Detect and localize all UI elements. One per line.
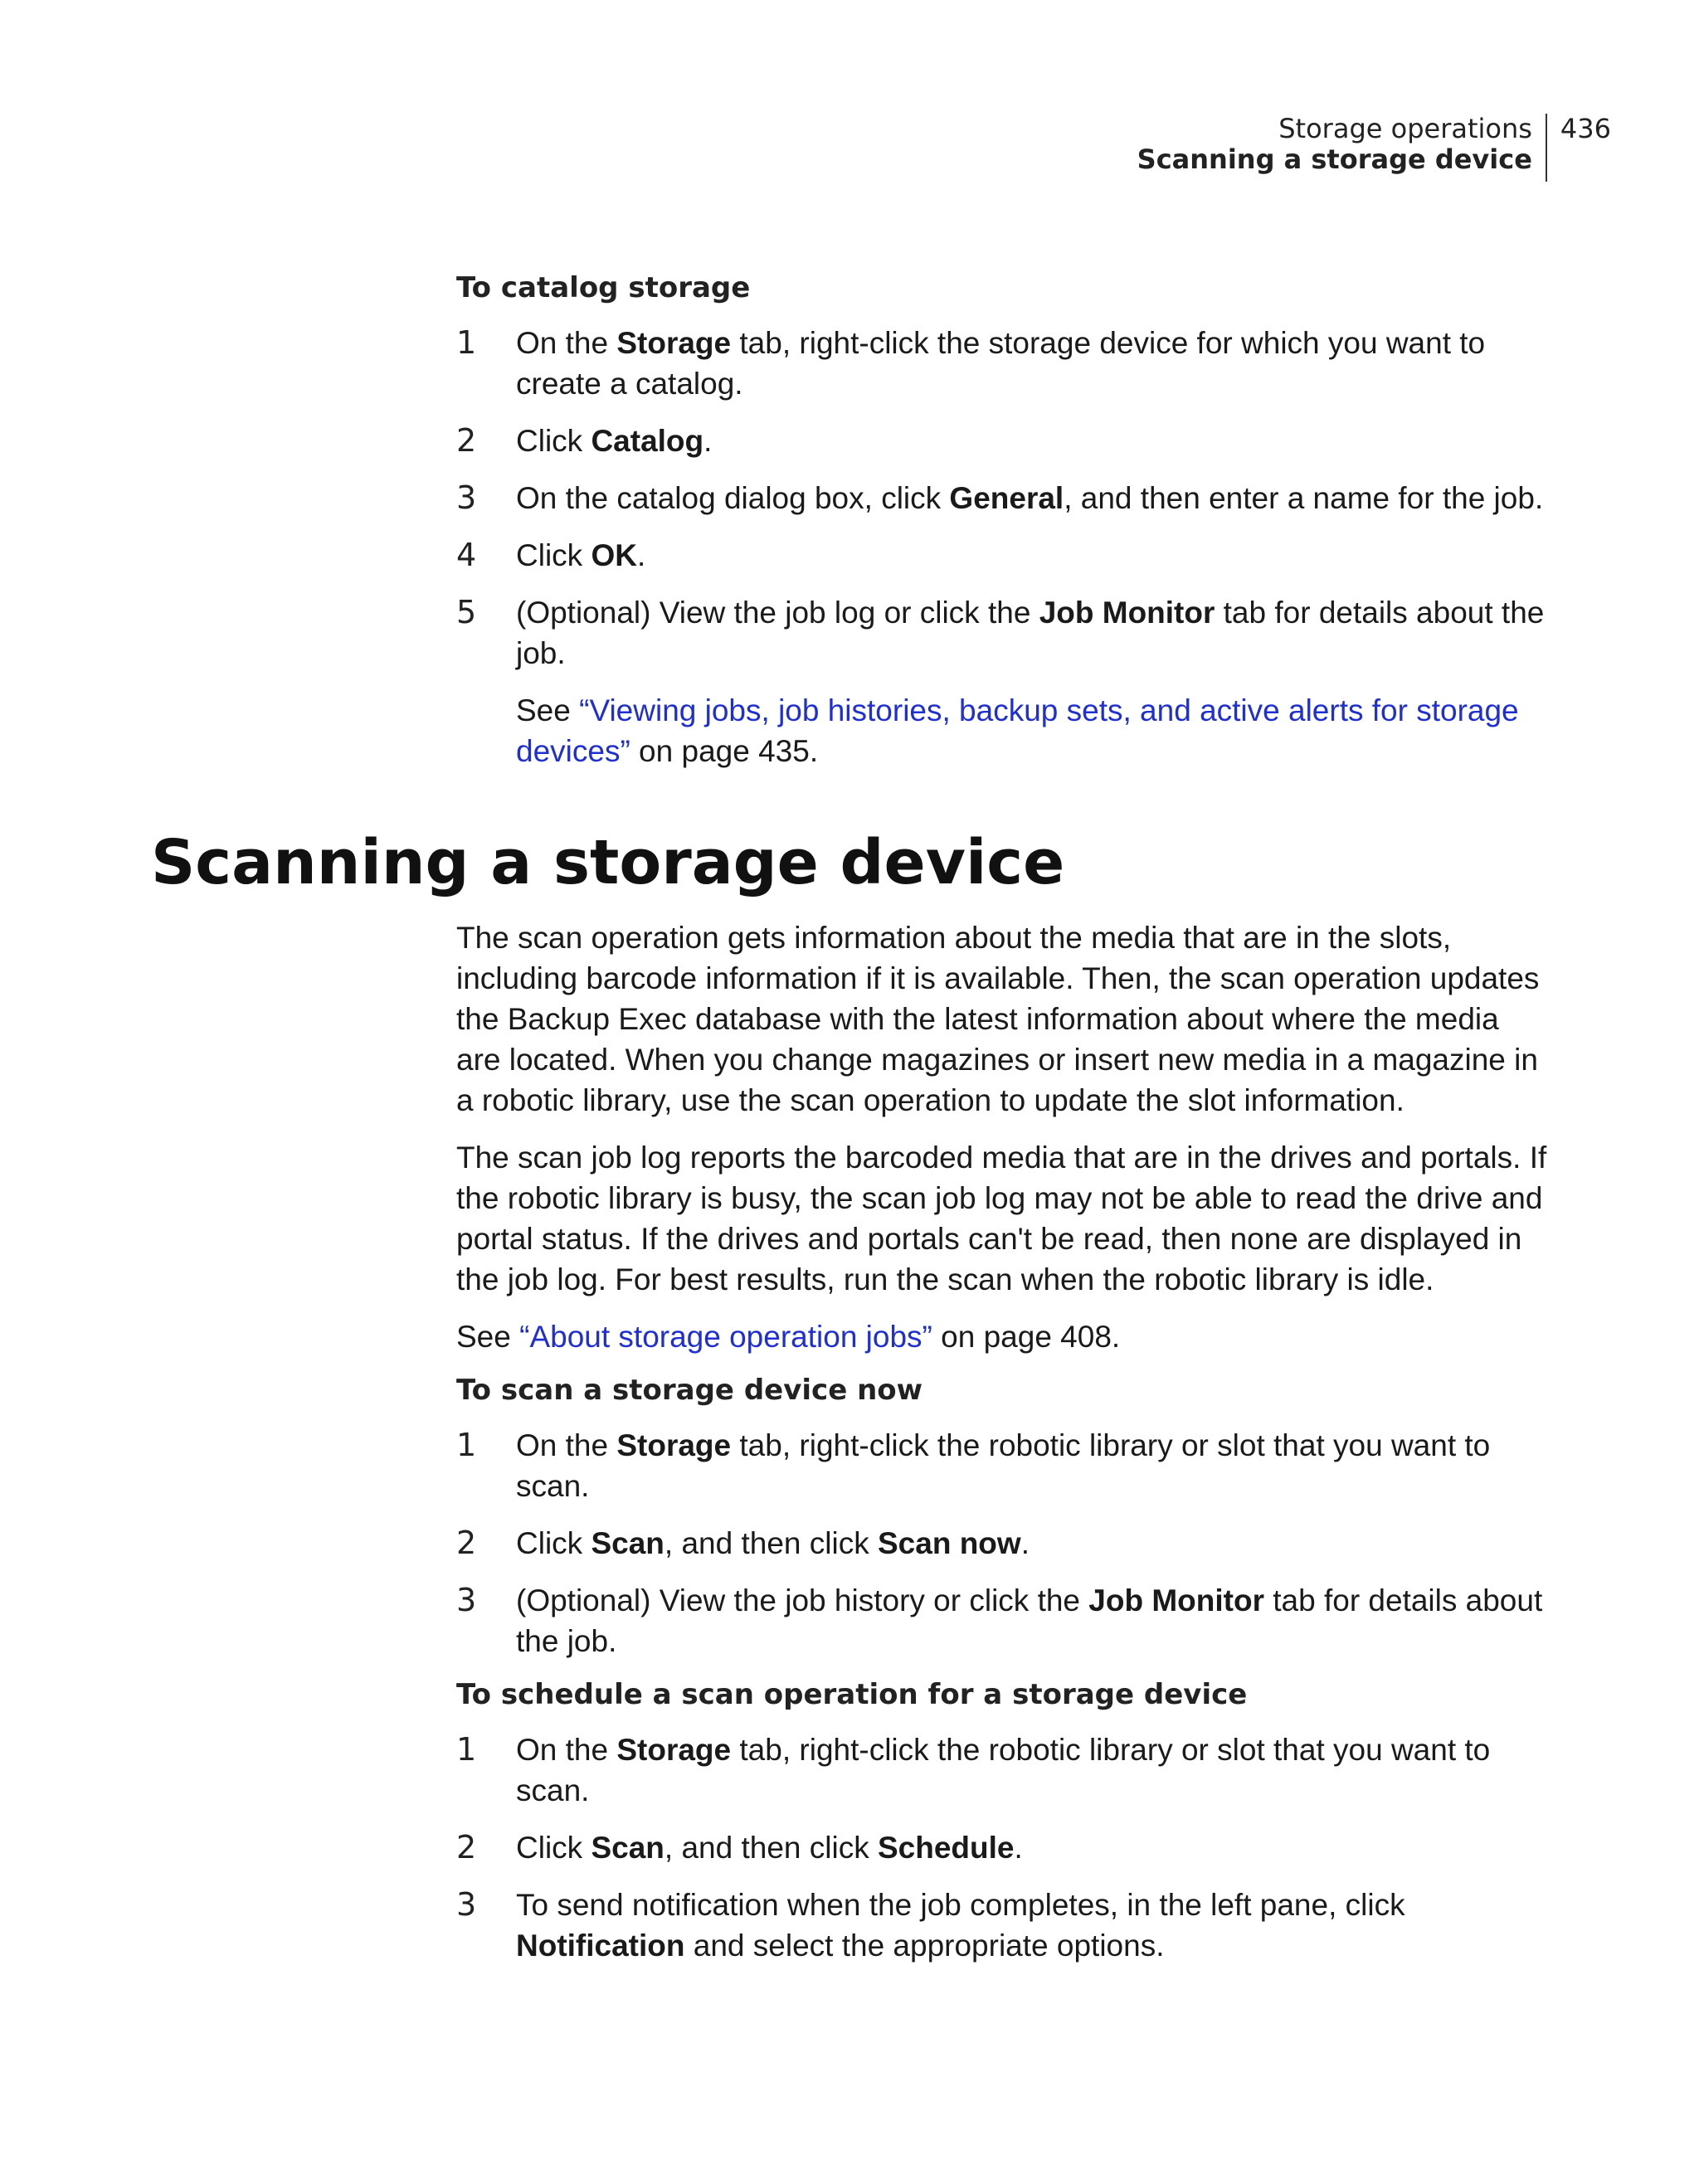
step-text-part: On the <box>516 1733 617 1767</box>
step-number: 3 <box>456 1886 477 1923</box>
xref-link[interactable]: “Viewing jobs, job histories, backup sets, and active alerts for storage devices” <box>516 693 1519 768</box>
step-text-part: To send notification when the job completes, in the left pane, click <box>516 1888 1405 1922</box>
step-text-part: tab for details about the job. <box>516 1583 1543 1658</box>
step-number: 2 <box>456 422 477 459</box>
step-item <box>456 1523 1551 1564</box>
step-text-part: , and then click <box>664 1526 878 1560</box>
step-item <box>456 1827 1551 1868</box>
step-text-part: Click <box>516 424 591 458</box>
step-item <box>456 535 1551 576</box>
step-item <box>456 421 1551 461</box>
intro-paragraph-1: The scan operation gets information about the media that are in the slots, including barcode information if it is available. Then, the scan operation updates the Backup Exec database with the latest information about where the media are located. When you change magazines or insert new media in a magazine in a robotic library, use the scan operation to update the slot information. <box>456 921 1540 1117</box>
xref-prefix: See <box>456 1320 520 1354</box>
ui-term: Schedule <box>877 1831 1015 1865</box>
step-text-part: Click <box>516 1831 591 1865</box>
header-subsection: Scanning a storage device <box>1137 143 1532 175</box>
cross-reference <box>516 690 1551 771</box>
step-number: 5 <box>456 594 477 630</box>
step-text <box>516 1827 1551 1868</box>
ui-term: Notification <box>516 1929 685 1963</box>
step-number: 1 <box>456 1427 477 1463</box>
step-number: 3 <box>456 1582 477 1618</box>
ui-term: Job Monitor <box>1039 596 1215 630</box>
step-text-part: tab, right-click the robotic library or slot that you want to scan. <box>516 1733 1491 1807</box>
xref-suffix: on page 408. <box>932 1320 1121 1354</box>
step-text <box>516 1523 1551 1564</box>
step-text-part: tab for details about the job. <box>516 596 1545 670</box>
ui-term: Storage <box>616 326 732 360</box>
step-text <box>516 1729 1551 1811</box>
ui-term: Scan <box>591 1526 665 1560</box>
ui-term: Job Monitor <box>1088 1583 1264 1617</box>
step-number: 1 <box>456 324 477 361</box>
step-item <box>456 1885 1551 1966</box>
xref-link[interactable]: “About storage operation jobs” <box>519 1320 932 1354</box>
step-item <box>456 1729 1551 1811</box>
xref-prefix: See <box>516 693 580 727</box>
intro-paragraph-2: The scan job log reports the barcoded media that are in the drives and portals. If the robotic library is busy, the scan job log may not be able to read the drive and portal status. If the drives and portals can't be read, then none are displayed in the job log. For best results, run the scan when the robotic library is idle. <box>456 1141 1547 1296</box>
step-text-part: On the catalog dialog box, click <box>516 481 950 515</box>
step-number: 1 <box>456 1731 477 1768</box>
step-item <box>456 592 1551 771</box>
ui-term: General <box>949 481 1064 515</box>
step-number: 2 <box>456 1525 477 1561</box>
ui-term: Storage <box>616 1428 732 1462</box>
procedure-title: To scan a storage device now <box>456 1374 923 1407</box>
step-list <box>456 1729 1551 1966</box>
catalog-procedure <box>456 271 1551 788</box>
page-number: 436 <box>1560 113 1611 144</box>
step-item <box>456 478 1551 518</box>
header-section: Storage operations <box>1278 113 1532 144</box>
step-text-part: , and then enter a name for the job. <box>1064 481 1544 515</box>
procedure-title: To catalog storage <box>456 271 751 304</box>
step-text-part: (Optional) View the job history or click the <box>516 1583 1089 1617</box>
step-text-part: . <box>1020 1526 1030 1560</box>
step-number: 3 <box>456 479 477 516</box>
header-titles <box>1137 114 1546 175</box>
running-header <box>1137 114 1611 182</box>
step-text <box>516 421 1551 461</box>
step-text-part: Click <box>516 538 591 572</box>
ui-term: Catalog <box>591 424 704 458</box>
step-number: 4 <box>456 537 477 573</box>
step-text-part: . <box>636 538 646 572</box>
section-body <box>456 917 1551 1982</box>
section-title: Scanning a storage device <box>151 827 1065 898</box>
step-item <box>456 323 1551 404</box>
step-item <box>456 1425 1551 1506</box>
step-number: 2 <box>456 1829 477 1865</box>
step-text <box>516 1425 1551 1506</box>
ui-term: OK <box>591 538 637 572</box>
step-list <box>456 323 1551 771</box>
step-text <box>516 478 1551 518</box>
step-item <box>456 1580 1551 1661</box>
ui-term: Scan <box>591 1831 665 1865</box>
step-text-part: (Optional) View the job log or click the <box>516 596 1039 630</box>
step-text-part: . <box>703 424 713 458</box>
step-text-part: Click <box>516 1526 591 1560</box>
ui-term: Scan now <box>877 1526 1021 1560</box>
xref-suffix: on page 435. <box>630 734 819 768</box>
step-text-part: and select the appropriate options. <box>684 1929 1165 1963</box>
step-text-part: , and then click <box>664 1831 878 1865</box>
step-text <box>516 1885 1551 1966</box>
procedure-title: To schedule a scan operation for a storage device <box>456 1678 1248 1711</box>
ui-term: Storage <box>616 1733 732 1767</box>
step-text <box>516 592 1551 674</box>
step-text-part: tab, right-click the storage device for which you want to create a catalog. <box>516 326 1486 401</box>
step-text <box>516 1580 1551 1661</box>
step-text-part: . <box>1014 1831 1023 1865</box>
step-list <box>456 1425 1551 1661</box>
step-text <box>516 535 1551 576</box>
step-text-part: On the <box>516 1428 617 1462</box>
step-text <box>516 323 1551 404</box>
step-text-part: tab, right-click the robotic library or slot that you want to scan. <box>516 1428 1491 1503</box>
cross-reference <box>456 1316 1551 1357</box>
step-text-part: On the <box>516 326 617 360</box>
